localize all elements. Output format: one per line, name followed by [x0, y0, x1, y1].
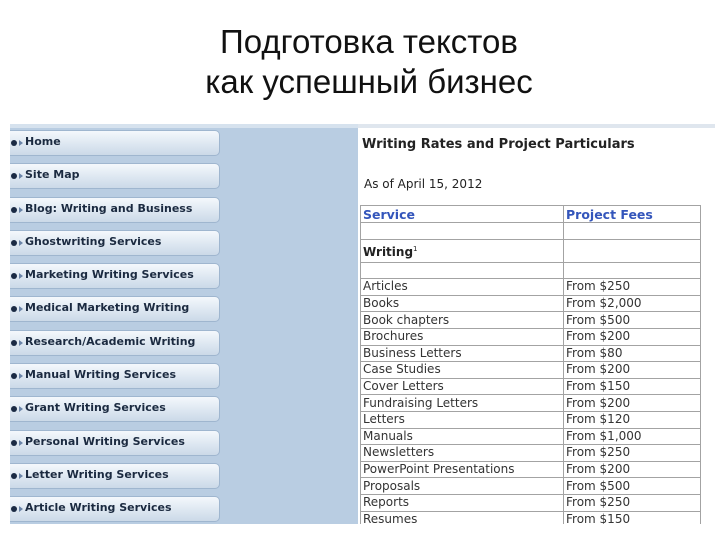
service-cell: Letters [361, 411, 564, 428]
sidebar-item-label: Manual Writing Services [25, 368, 177, 382]
service-cell: Brochures [361, 328, 564, 345]
sidebar-item-label: Ghostwriting Services [25, 234, 162, 248]
bullet-icon [11, 440, 17, 446]
service-cell: Cover Letters [361, 378, 564, 395]
arrow-right-icon [19, 207, 23, 213]
arrow-right-icon [19, 473, 23, 479]
fee-cell: From $150 [564, 511, 701, 524]
bullet-icon [11, 273, 17, 279]
rates-table [360, 205, 701, 524]
fee-cell: From $250 [564, 445, 701, 462]
sidebar-item-medical-marketing-writing[interactable] [10, 296, 220, 322]
service-cell: Books [361, 295, 564, 312]
service-cell: Newsletters [361, 445, 564, 462]
table-row [361, 312, 701, 329]
sidebar-item-label: Article Writing Services [25, 501, 172, 515]
fee-cell: From $250 [564, 494, 701, 511]
service-cell: Fundraising Letters [361, 395, 564, 412]
section-label [361, 239, 564, 262]
slide-title-line-2: как успешный бизнес [205, 63, 533, 100]
fee-cell: From $200 [564, 461, 701, 478]
bullet-icon [11, 506, 17, 512]
sidebar-divider [10, 124, 358, 128]
table-row [361, 345, 701, 362]
service-cell: Resumes [361, 511, 564, 524]
sidebar-item-label: Marketing Writing Services [25, 268, 194, 282]
table-row [361, 478, 701, 495]
table-row [361, 428, 701, 445]
bullet-icon [11, 473, 17, 479]
sidebar [10, 124, 358, 524]
fee-cell: From $120 [564, 411, 701, 428]
table-row [361, 362, 701, 379]
service-cell: Proposals [361, 478, 564, 495]
empty-row [361, 262, 701, 279]
sidebar-item-blog-writing-and-business[interactable] [10, 197, 220, 223]
service-cell: Business Letters [361, 345, 564, 362]
table-row [361, 445, 701, 462]
table-row [361, 378, 701, 395]
bullet-icon [11, 373, 17, 379]
fee-cell: From $500 [564, 478, 701, 495]
service-cell: Reports [361, 494, 564, 511]
arrow-right-icon [19, 440, 23, 446]
slide-title [0, 22, 720, 102]
fee-cell: From $250 [564, 279, 701, 296]
table-row [361, 328, 701, 345]
bullet-icon [11, 173, 17, 179]
arrow-right-icon [19, 273, 23, 279]
arrow-right-icon [19, 340, 23, 346]
table-row [361, 411, 701, 428]
table-row [361, 494, 701, 511]
bullet-icon [11, 406, 17, 412]
arrow-right-icon [19, 306, 23, 312]
fee-cell: From $150 [564, 378, 701, 395]
date-note: As of April 15, 2012 [364, 177, 483, 191]
sidebar-item-label: Research/Academic Writing [25, 334, 196, 348]
fee-cell: From $500 [564, 312, 701, 329]
sidebar-item-label: Home [25, 135, 61, 148]
table-row [361, 295, 701, 312]
sidebar-item-label: Grant Writing Services [25, 401, 166, 415]
sidebar-item-grant-writing-services[interactable] [10, 396, 220, 422]
sidebar-item-site-map[interactable] [10, 163, 220, 189]
table-header-row [361, 206, 701, 223]
sidebar-item-home[interactable] [10, 130, 220, 156]
arrow-right-icon [19, 240, 23, 246]
sidebar-item-personal-writing-services[interactable] [10, 430, 220, 456]
table-row [361, 395, 701, 412]
fee-cell: From $80 [564, 345, 701, 362]
service-cell: Articles [361, 279, 564, 296]
footnote-mark: 1 [413, 244, 418, 253]
sidebar-item-label: Blog: Writing and Business [25, 201, 193, 215]
table-row [361, 461, 701, 478]
slide-title-line-1: Подготовка текстов [220, 23, 518, 60]
main-content [358, 124, 715, 524]
sidebar-item-research-academic-writing[interactable] [10, 330, 220, 356]
fee-cell: From $200 [564, 328, 701, 345]
arrow-right-icon [19, 406, 23, 412]
empty-row [361, 223, 701, 240]
page-heading: Writing Rates and Project Particulars [362, 137, 635, 152]
service-cell: PowerPoint Presentations [361, 461, 564, 478]
section-title: Writing [363, 244, 414, 259]
fee-cell: From $200 [564, 395, 701, 412]
service-cell: Book chapters [361, 312, 564, 329]
sidebar-item-letter-writing-services[interactable] [10, 463, 220, 489]
sidebar-item-label: Medical Marketing Writing [25, 301, 190, 315]
bullet-icon [11, 340, 17, 346]
bullet-icon [11, 140, 17, 146]
column-header-fees: Project Fees [564, 206, 701, 223]
service-cell: Manuals [361, 428, 564, 445]
bullet-icon [11, 240, 17, 246]
sidebar-nav [10, 130, 220, 524]
column-header-service: Service [361, 206, 564, 223]
arrow-right-icon [19, 506, 23, 512]
fee-cell: From $200 [564, 362, 701, 379]
sidebar-item-manual-writing-services[interactable] [10, 363, 220, 389]
content-divider [358, 124, 715, 128]
arrow-right-icon [19, 140, 23, 146]
bullet-icon [11, 306, 17, 312]
service-cell: Case Studies [361, 362, 564, 379]
sidebar-item-marketing-writing-services[interactable] [10, 263, 220, 289]
sidebar-item-label: Site Map [25, 168, 80, 182]
table-row [361, 511, 701, 524]
table-row [361, 279, 701, 296]
arrow-right-icon [19, 373, 23, 379]
fee-cell: From $1,000 [564, 428, 701, 445]
bullet-icon [11, 207, 17, 213]
sidebar-item-label: Letter Writing Services [25, 467, 169, 481]
sidebar-item-article-writing-services[interactable] [10, 496, 220, 522]
section-row-writing [361, 239, 701, 262]
arrow-right-icon [19, 173, 23, 179]
website-screenshot [10, 124, 715, 524]
sidebar-item-label: Personal Writing Services [25, 434, 185, 448]
sidebar-item-ghostwriting-services[interactable] [10, 230, 220, 256]
fee-cell: From $2,000 [564, 295, 701, 312]
